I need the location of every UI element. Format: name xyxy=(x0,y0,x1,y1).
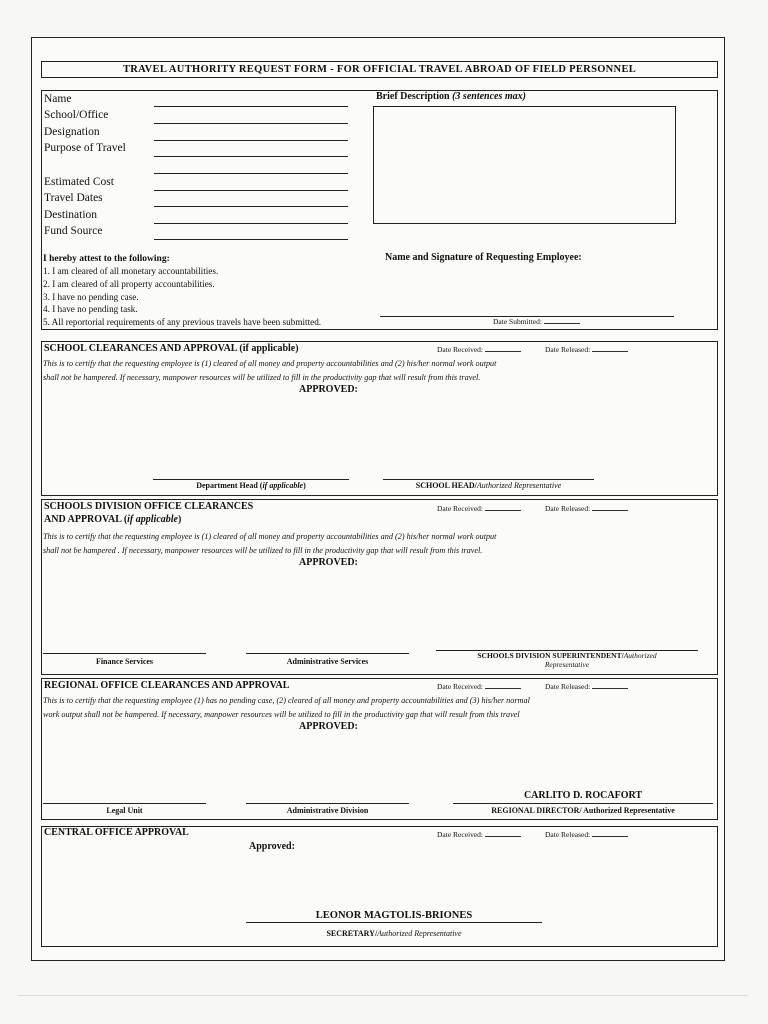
secretary-representative: Authorized Representative xyxy=(377,929,462,938)
superintendent-representative: Representative xyxy=(544,660,590,669)
brief-description-box[interactable] xyxy=(373,106,676,224)
administrative-division-signature-line[interactable] xyxy=(246,803,409,804)
regional-date-released[interactable] xyxy=(545,682,628,691)
regional-approved-label: APPROVED: xyxy=(299,721,358,732)
sheet-edge xyxy=(18,995,748,996)
date-submitted[interactable] xyxy=(493,317,580,326)
central-date-received[interactable] xyxy=(437,830,521,839)
legal-unit-signature-line[interactable] xyxy=(43,803,206,804)
secretary-label xyxy=(246,929,542,938)
regional-date-received-label: Date Received: xyxy=(437,682,484,691)
regional-director-label: REGIONAL DIRECTOR/ Authorized Representative xyxy=(491,806,675,815)
regional-section-title: REGIONAL OFFICE CLEARANCES AND APPROVAL xyxy=(44,680,290,691)
requesting-employee-signature-label: Name and Signature of Requesting Employee: xyxy=(385,252,582,263)
school-office-label: School/Office xyxy=(44,109,109,121)
estimated-cost-label: Estimated Cost xyxy=(44,176,114,188)
central-section-title: CENTRAL OFFICE APPROVAL xyxy=(44,827,189,838)
department-head-signature-line[interactable] xyxy=(153,479,349,480)
purpose-field-2[interactable] xyxy=(154,173,348,174)
school-office-field[interactable] xyxy=(154,123,348,124)
division-date-received[interactable] xyxy=(437,504,521,513)
secretary-signature-line[interactable] xyxy=(246,922,542,923)
purpose-label: Purpose of Travel xyxy=(44,142,126,154)
brief-description-hint: (3 sentences max) xyxy=(452,91,526,102)
regional-director-name: CARLITO D. ROCAFORT xyxy=(523,790,643,801)
school-head-representative: Authorized Representative xyxy=(476,481,562,490)
school-cert-line-2: shall not be hampered. If necessary, manpower resources will be utilized to fill in the productivity gap that will result from this travel. xyxy=(43,373,481,382)
administrative-services-signature-line[interactable] xyxy=(246,653,409,654)
department-head-label xyxy=(153,481,349,490)
division-title-applicable: if applicable xyxy=(127,514,178,525)
purpose-field-1[interactable] xyxy=(154,156,348,157)
designation-field[interactable] xyxy=(154,140,348,141)
division-title-close: ) xyxy=(177,514,182,525)
regional-director-signature-line[interactable] xyxy=(453,803,713,804)
school-head-signature-line[interactable] xyxy=(383,479,594,480)
school-section-title: SCHOOL CLEARANCES AND APPROVAL (if applicable) xyxy=(44,343,299,354)
regional-cert-line-2: work output shall not be hampered. If necessary, manpower resources will be utilized to fill in the productivity gap that will result from this travel xyxy=(43,710,520,719)
department-head-applicable: if applicable xyxy=(262,481,304,490)
school-head-text: SCHOOL HEAD/ xyxy=(415,481,477,490)
division-title-text: AND APPROVAL ( xyxy=(44,514,128,525)
finance-services-label: Finance Services xyxy=(95,657,154,666)
destination-field[interactable] xyxy=(154,223,348,224)
division-cert-line-1: This is to certify that the requesting employee is (1) cleared of all money and property accountabilities and (2) his/her normal work output xyxy=(43,532,497,541)
destination-label: Destination xyxy=(44,209,98,221)
division-date-released-label: Date Released: xyxy=(545,504,591,513)
name-field[interactable] xyxy=(154,106,348,107)
fund-source-label: Fund Source xyxy=(44,225,103,237)
attestation-item-4: 4. I have no pending task. xyxy=(43,304,138,314)
school-date-received[interactable] xyxy=(437,345,521,354)
school-head-label xyxy=(383,481,594,490)
travel-dates-label: Travel Dates xyxy=(44,192,103,204)
regional-date-released-label: Date Released: xyxy=(545,682,591,691)
superintendent-text: SCHOOLS DIVISION SUPERINTENDENT/ xyxy=(477,651,624,660)
school-approved-label: APPROVED: xyxy=(299,384,358,395)
name-label: Name xyxy=(44,93,72,105)
brief-description-text: Brief Description xyxy=(376,91,450,102)
school-date-released-label: Date Released: xyxy=(545,345,591,354)
attestation-item-2: 2. I am cleared of all property accountabilities. xyxy=(43,279,215,289)
division-section xyxy=(41,499,718,675)
administrative-services-label: Administrative Services xyxy=(286,657,369,666)
central-date-released[interactable] xyxy=(545,830,628,839)
brief-description-label xyxy=(376,91,526,102)
attestation-item-1: 1. I am cleared of all monetary accountabilities. xyxy=(43,266,219,276)
division-date-received-label: Date Received: xyxy=(437,504,484,513)
estimated-cost-field[interactable] xyxy=(154,190,348,191)
finance-services-signature-line[interactable] xyxy=(43,653,206,654)
regional-date-received[interactable] xyxy=(437,682,521,691)
division-date-released[interactable] xyxy=(545,504,628,513)
form-title: TRAVEL AUTHORITY REQUEST FORM - FOR OFFICIAL TRAVEL ABROAD OF FIELD PERSONNEL xyxy=(41,61,718,78)
attestation-item-5: 5. All reportorial requirements of any previous travels have been submitted. xyxy=(43,317,322,327)
division-approved-label: APPROVED: xyxy=(299,557,358,568)
school-cert-line-1: This is to certify that the requesting employee is (1) cleared of all money and property accountabilities and (2) his/her normal work output xyxy=(43,359,497,368)
attestation-item-3: 3. I have no pending case. xyxy=(43,292,139,302)
central-date-received-label: Date Received: xyxy=(437,830,484,839)
department-head-text: Department Head ( xyxy=(196,481,263,490)
fund-source-field[interactable] xyxy=(154,239,348,240)
school-date-received-label: Date Received: xyxy=(437,345,484,354)
superintendent-label xyxy=(436,651,698,669)
division-cert-line-2: shall not be hampered . If necessary, manpower resources will be utilized to fill in the productivity gap that will result from this travel. xyxy=(43,546,483,555)
department-head-close: ) xyxy=(303,481,306,490)
administrative-division-label: Administrative Division xyxy=(286,806,369,815)
regional-cert-line-1: This is to certify that the requesting employee (1) has no pending case, (2) cleared of all money and property accountabilities and (3) his/her normal xyxy=(43,696,530,705)
secretary-name: LEONOR MAGTOLIS-BRIONES xyxy=(315,910,473,921)
division-section-title-2 xyxy=(44,514,181,525)
travel-dates-field[interactable] xyxy=(154,206,348,207)
date-submitted-label: Date Submitted: xyxy=(493,317,542,326)
secretary-text: SECRETARY/ xyxy=(326,929,378,938)
division-section-title-1: SCHOOLS DIVISION OFFICE CLEARANCES xyxy=(44,501,254,512)
central-date-released-label: Date Released: xyxy=(545,830,591,839)
designation-label: Designation xyxy=(44,126,100,138)
attestation-heading: I hereby attest to the following: xyxy=(43,254,170,264)
superintendent-authorized: Authorized xyxy=(623,651,657,660)
legal-unit-label: Legal Unit xyxy=(106,806,143,815)
school-date-released[interactable] xyxy=(545,345,628,354)
central-approved-label: Approved: xyxy=(249,841,295,852)
